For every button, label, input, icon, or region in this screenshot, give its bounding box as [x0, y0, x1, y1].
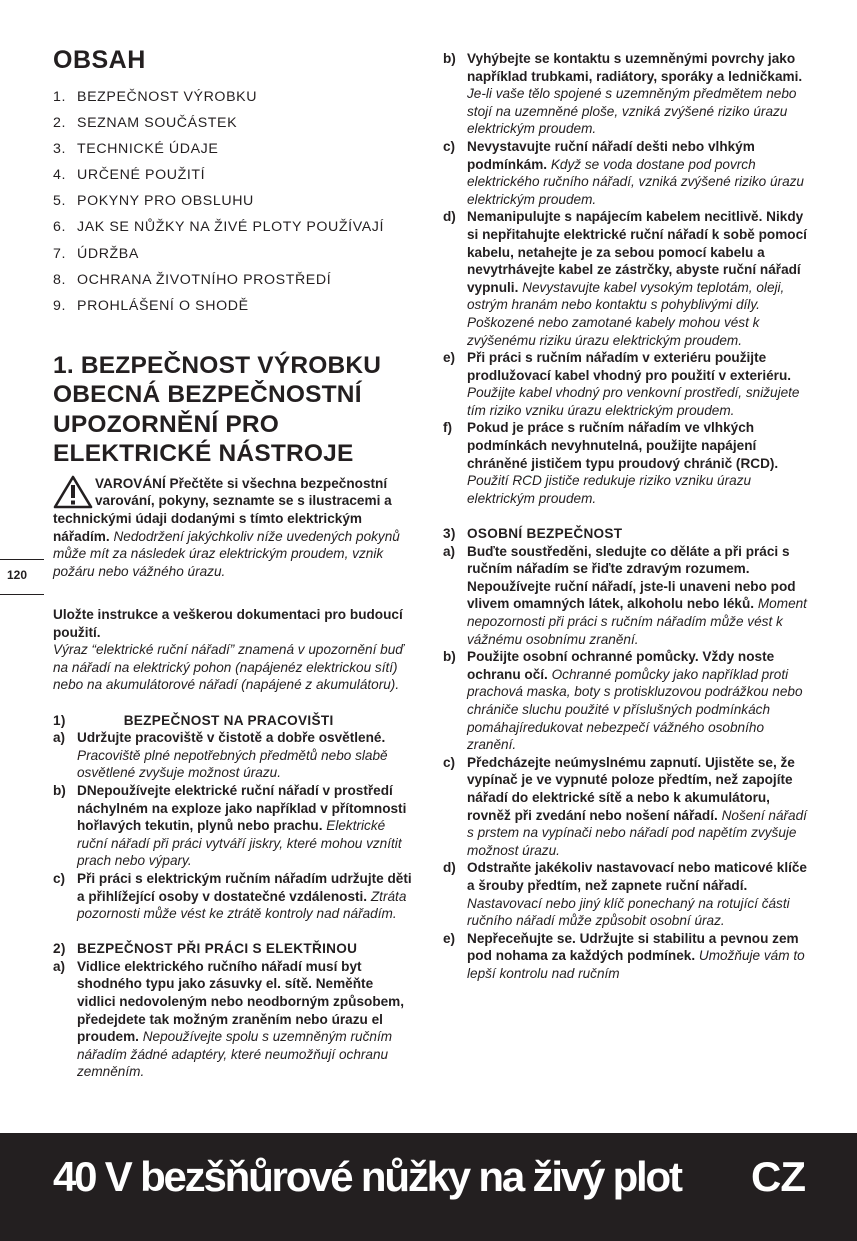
toc-item[interactable]: 5. POKYNY PRO OBSLUHU	[53, 193, 254, 210]
section-heading: 1. BEZPEČNOST VÝROBKU OBECNÁ BEZPEČNOSTNÍ UPOZORNĚNÍ PRO ELEKTRICKÉ NÁSTROJE	[53, 351, 382, 468]
warning-italic-text: Nedodržení jakýchkoliv níže uvedených pokynů může mít za následek úraz elektrickým proudem, vznik požáru nebo vážného úrazu.	[53, 528, 400, 579]
toc-item[interactable]: 1. BEZPEČNOST VÝROBKU	[53, 89, 258, 105]
toc-item[interactable]: 8. OCHRANA ŽIVOTNÍHO PROSTŘEDÍ	[53, 271, 332, 288]
page-number-tab	[0, 559, 44, 595]
subsection-workplace: 1) BEZPEČNOST NA PRACOVIŠTI	[53, 712, 334, 728]
footer-title: 40 V bezšňůrové nůžky na živý plot	[53, 1153, 681, 1200]
toc-item[interactable]: 7. ÚDRŽBA	[53, 245, 139, 262]
toc-item[interactable]: 6. JAK SE NŮŽKY NA ŽIVÉ PLOTY POUŽÍVAJÍ	[53, 219, 385, 236]
list-item: b) DNepoužívejte elektrické ruční nářadí v prostředí náchylném na exploze jako například v přítomnosti hořlavých tekutin, plynů nebo prachu. Elektrické ruční nářadí při práci vytváří jiskry, které mohou vznítit prach nebo výpary.	[53, 782, 407, 869]
definition-text: Výraz “elektrické ruční nářadí” znamená v upozornění buď na nářadí na elektrický pohon (napájenéz elektrickou sítí) nebo na akumulátorové nářadí (napájené z akumulátoru).	[53, 642, 404, 693]
right-column	[443, 50, 808, 982]
list-item: a) Udržujte pracoviště v čistotě a dobře osvětlené. Pracoviště plné nepotřebných předmětů nebo slabě osvětlené zvyšuje možnost úrazu.	[53, 730, 388, 781]
warning-triangle-icon	[53, 475, 93, 509]
toc-title: OBSAH	[53, 46, 146, 74]
language-code: CZ	[751, 1153, 805, 1200]
left-column	[53, 46, 415, 1081]
toc-item[interactable]: 4. URČENÉ POUŽITÍ	[53, 167, 206, 184]
list-item: a) Vidlice elektrického ručního nářadí musí byt shodného typu jako zásuvky el. sítě. Neměňte vidlici nedovoleným nebo neodborným způsobem, předejdete tak možným zraněním nebo úrazu el proudem. Nepoužívejte spolu s uzemněným ručním nářadím žádné adaptéry, které neumožňují ochranu zemněním.	[53, 958, 405, 1080]
list-item: c) Při práci s elektrickým ručním nářadím udržujte děti a přihlížející osoby v dostatečné vzdálenosti. Ztráta pozornosti může vést ke ztrátě kontroly nad nářadím.	[53, 870, 412, 922]
list-item: b) Vyhýbejte se kontaktu s uzemněnými povrchy jako například trubkami, radiátory, sporáky a ledničkami. Je-li vaše tělo spojené s uzemněným předmětem nebo stojí na uzemněné ploše, vzniká zvýšené riziko úrazu elektrickým proudem.	[443, 51, 803, 137]
toc-item[interactable]: 3. TECHNICKÉ ÚDAJE	[53, 141, 219, 158]
warning-bold-text: VAROVÁNÍ Přečtěte si všechna bezpečnostní varování, pokyny, seznamte se s ilustracemi a technickými údaji dodanými s tímto elektrickým nářadím.	[53, 475, 392, 544]
toc-item[interactable]: 2. SEZNAM SOUČÁSTEK	[53, 115, 238, 132]
list-item: c) Nevystavujte ruční nářadí dešti nebo vlhkým podmínkám. Když se voda dostane pod povrch elektrického ručního nářadí, vzniká zvýšené riziko úrazu elektrickým proudem.	[443, 138, 804, 207]
list-item: e) Při práci s ručním nářadím v exteriéru použijte prodlužovací kabel vhodný pro použití v exteriéru. Použijte kabel vhodný pro venkovní prostředí, snižujete tím riziko vzniku úrazu elektrickým proudem.	[443, 350, 800, 418]
list-item: d) Odstraňte jakékoliv nastavovací nebo maticové klíče a šrouby předtím, než zapnete ruční nářadí. Nastavovací nebo jiný klíč ponechaný na rotující části ručního nářadí může způsobit osobní úraz.	[443, 860, 807, 929]
list-item: c) Předcházejte neúmyslnému zapnutí. Ujistěte se, že vypínač je ve vypnuté poloze předtím, než zapojíte nářadí do elektrické sítě a nebo k akumulátoru, rovněž při zvedání nebo nošení nářadí. Nošení nářadí s prstem na vypínači nebo nářadí pod napětím zvyšuje možnost úrazu.	[443, 754, 807, 858]
list-item: e) Nepřeceňujte se. Udržujte si stabilitu a pevnou zem pod nohama za každých podmínek. Umožňuje vám to lepší kontrolu nad ručním	[443, 930, 805, 981]
list-item: d) Nemanipulujte s napájecím kabelem necitlivě. Nikdy si nepřitahujte elektrické ruční nářadí k sobě pomocí kabelu, netahejte je za sebou pomocí kabelu a nevytrhávejte kabel ze zástrčky, abyste ruční nářadí vypnuli. Nevystavujte kabel vysokým teplotám, oleji, ostrým hranám nebo kontaktu s pohyblivými díly. Poškozené nebo zamotané kabely mohou vést k zvýšenému riziku úrazu elektrickým proudem.	[443, 209, 807, 348]
list-item: b) Použijte osobní ochranné pomůcky. Vždy noste ochranu očí. Ochranné pomůcky jako například proti prachová maska, boty s protiskluzovou podrážkou nebo chrániče sluchu použité v příslušných podmínkách pomáhajíredukovat nebezpečí vážného osobního zranění.	[443, 649, 803, 753]
warning-block	[53, 475, 415, 581]
page-number: 120	[7, 568, 28, 582]
footer-bar	[0, 1133, 857, 1241]
subsection-electrical: 2) BEZPEČNOST PŘI PRÁCI S ELEKTŘINOU	[53, 941, 358, 957]
list-item: a) Buďte soustředěni, sledujte co děláte a při práci s ručním nářadím se řiďte zdravým rozumem. Nepoužívejte ruční nářadí, jste-li unaveni nebo pod vlivem omamných látek, alkoholu nebo léků. Moment nepozornosti při práci s ručním nářadím může vést k vážnému osobnímu zranění.	[443, 543, 807, 647]
keep-instructions: Uložte instrukce a veškerou dokumentaci pro budoucí použití.	[53, 607, 403, 640]
list-item: f) Pokud je práce s ručním nářadím ve vlhkých podmínkách nevyhnutelná, použijte napájení chráněné jističem typu proudový chránič (RCD). Použití RCD jističe redukuje riziko vzniku úrazu elektrickým proudem.	[443, 420, 779, 506]
subsection-personal: 3) OSOBNÍ BEZPEČNOST	[443, 526, 623, 542]
toc-item[interactable]: 9. PROHLÁŠENÍ O SHODĚ	[53, 297, 249, 314]
toc-list	[53, 84, 415, 319]
